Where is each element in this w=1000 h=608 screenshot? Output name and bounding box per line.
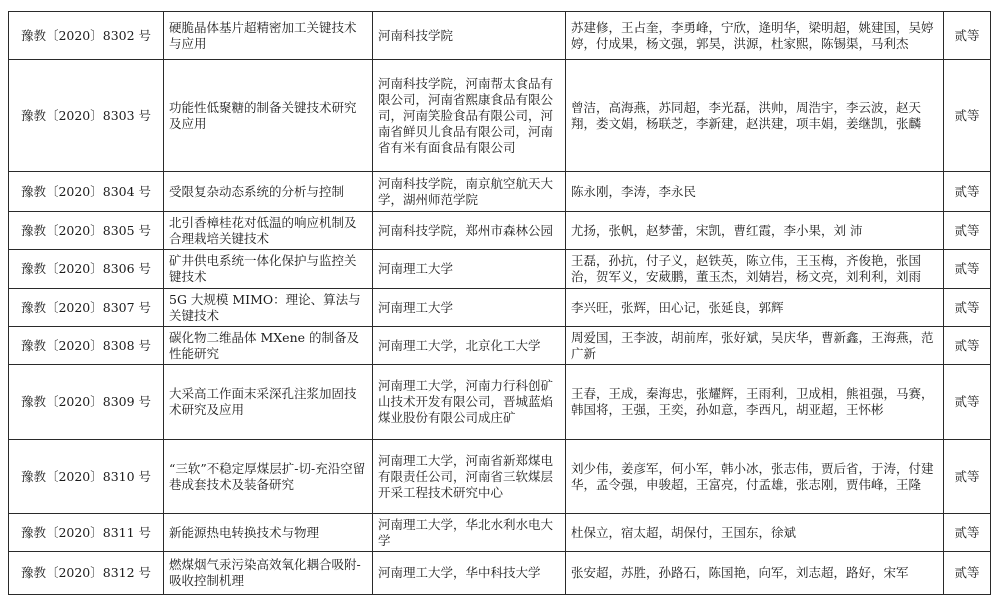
project-title: 大采高工作面末采深孔注浆加固技术研究及应用 xyxy=(164,365,373,440)
completing-people: 尤扬，张帆，赵梦蕾，宋凯，曹红霞，李小果，刘 沛 xyxy=(566,212,944,250)
award-grade: 贰等 xyxy=(944,440,991,514)
project-title: 5G 大规模 MIMO：理论、算法与关键技术 xyxy=(164,289,373,327)
document-number: 豫教〔2020〕8309 号 xyxy=(9,365,164,440)
table-row xyxy=(9,327,991,365)
completing-units: 河南科技学院 xyxy=(373,12,566,60)
completing-units: 河南理工大学，华中科技大学 xyxy=(373,552,566,595)
completing-people: 王春，王成，秦海忠，张耀辉，王雨利，卫成相，熊祖强，马赛，韩国将，王强，王奕，孙如意，李西凡，胡亚超，王怀彬 xyxy=(566,365,944,440)
award-grade: 贰等 xyxy=(944,365,991,440)
table-row xyxy=(9,514,991,552)
project-title: 硬脆晶体基片超精密加工关键技术与应用 xyxy=(164,12,373,60)
award-grade: 贰等 xyxy=(944,327,991,365)
completing-people: 王磊，孙抗，付子义，赵铁英，陈立伟，王玉梅，齐俊艳，张国治，贺军义，安葳鹏，董玉杰，刘婧岩，杨文亮，刘利利，刘雨 xyxy=(566,250,944,289)
completing-people: 杜保立，宿太超，胡保付，王国东，徐斌 xyxy=(566,514,944,552)
completing-units: 河南科技学院，河南帮太食品有限公司，河南省熙康食品有限公司，河南笑脸食品有限公司，河南省鲜贝儿食品有限公司，河南省有米有面食品有限公司 xyxy=(373,60,566,172)
completing-units: 河南科技学院，郑州市森林公园 xyxy=(373,212,566,250)
table-row xyxy=(9,212,991,250)
award-grade: 贰等 xyxy=(944,514,991,552)
project-title: 燃煤烟气汞污染高效氧化耦合吸附-吸收控制机理 xyxy=(164,552,373,595)
completing-units: 河南理工大学，河南力行科创矿山技术开发有限公司，晋城蓝焰煤业股份有限公司成庄矿 xyxy=(373,365,566,440)
document-number: 豫教〔2020〕8302 号 xyxy=(9,12,164,60)
completing-people: 陈永刚，李涛，李永民 xyxy=(566,172,944,212)
project-title: “三软”不稳定厚煤层扩-切-充沿空留巷成套技术及装备研究 xyxy=(164,440,373,514)
table-row xyxy=(9,12,991,60)
document-number: 豫教〔2020〕8307 号 xyxy=(9,289,164,327)
completing-people: 刘少伟，姜彦军，何小军，韩小冰，张志伟，贾后省，于涛，付建华，孟令强，申骏超，王富亮，付孟雄，张志刚，贾伟峰，王隆 xyxy=(566,440,944,514)
award-grade: 贰等 xyxy=(944,289,991,327)
award-grade: 贰等 xyxy=(944,212,991,250)
table-row xyxy=(9,172,991,212)
project-title: 新能源热电转换技术与物理 xyxy=(164,514,373,552)
document-number: 豫教〔2020〕8308 号 xyxy=(9,327,164,365)
document-number: 豫教〔2020〕8311 号 xyxy=(9,514,164,552)
completing-units: 河南理工大学，河南省新郑煤电有限责任公司，河南省三软煤层开采工程技术研究中心 xyxy=(373,440,566,514)
completing-units: 河南理工大学，北京化工大学 xyxy=(373,327,566,365)
completing-units: 河南理工大学 xyxy=(373,250,566,289)
table-row xyxy=(9,440,991,514)
award-grade: 贰等 xyxy=(944,172,991,212)
document-number: 豫教〔2020〕8305 号 xyxy=(9,212,164,250)
award-grade: 贰等 xyxy=(944,12,991,60)
project-title: 功能性低聚糖的制备关键技术研究及应用 xyxy=(164,60,373,172)
project-title: 矿井供电系统一体化保护与监控关键技术 xyxy=(164,250,373,289)
award-grade: 贰等 xyxy=(944,250,991,289)
completing-units: 河南理工大学，华北水利水电大学 xyxy=(373,514,566,552)
completing-people: 曾洁，高海燕，苏同超，李光磊，洪帅，周浩宇，李云波，赵天翔，娄文娟，杨联芝，李新建，赵洪建，项丰娟，姜继凯，张麟 xyxy=(566,60,944,172)
completing-units: 河南科技学院，南京航空航天大学，湖州师范学院 xyxy=(373,172,566,212)
document-number: 豫教〔2020〕8304 号 xyxy=(9,172,164,212)
table-row xyxy=(9,60,991,172)
awards-table xyxy=(8,11,991,595)
completing-people: 李兴旺，张辉，田心记，张延良，郭辉 xyxy=(566,289,944,327)
award-grade: 贰等 xyxy=(944,60,991,172)
table-row xyxy=(9,289,991,327)
document-number: 豫教〔2020〕8303 号 xyxy=(9,60,164,172)
table-row xyxy=(9,250,991,289)
document-number: 豫教〔2020〕8312 号 xyxy=(9,552,164,595)
table-row xyxy=(9,365,991,440)
completing-people: 周爱国，王李波，胡前库，张好斌，吴庆华，曹新鑫，王海燕，范广新 xyxy=(566,327,944,365)
project-title: 受限复杂动态系统的分析与控制 xyxy=(164,172,373,212)
document-number: 豫教〔2020〕8310 号 xyxy=(9,440,164,514)
project-title: 碳化物二维晶体 MXene 的制备及性能研究 xyxy=(164,327,373,365)
completing-units: 河南理工大学 xyxy=(373,289,566,327)
document-number: 豫教〔2020〕8306 号 xyxy=(9,250,164,289)
completing-people: 苏建修，王占奎，李勇峰，宁欣，逄明华，梁明超，姚建国，吴婷婷，付成果，杨文强，郭昊，洪源，杜家熙，陈锡渠，马利杰 xyxy=(566,12,944,60)
table-row xyxy=(9,552,991,595)
award-grade: 贰等 xyxy=(944,552,991,595)
completing-people: 张安超，苏胜，孙路石，陈国艳，向军，刘志超，路好，宋军 xyxy=(566,552,944,595)
project-title: 北引香樟桂花对低温的响应机制及合理栽培关键技术 xyxy=(164,212,373,250)
